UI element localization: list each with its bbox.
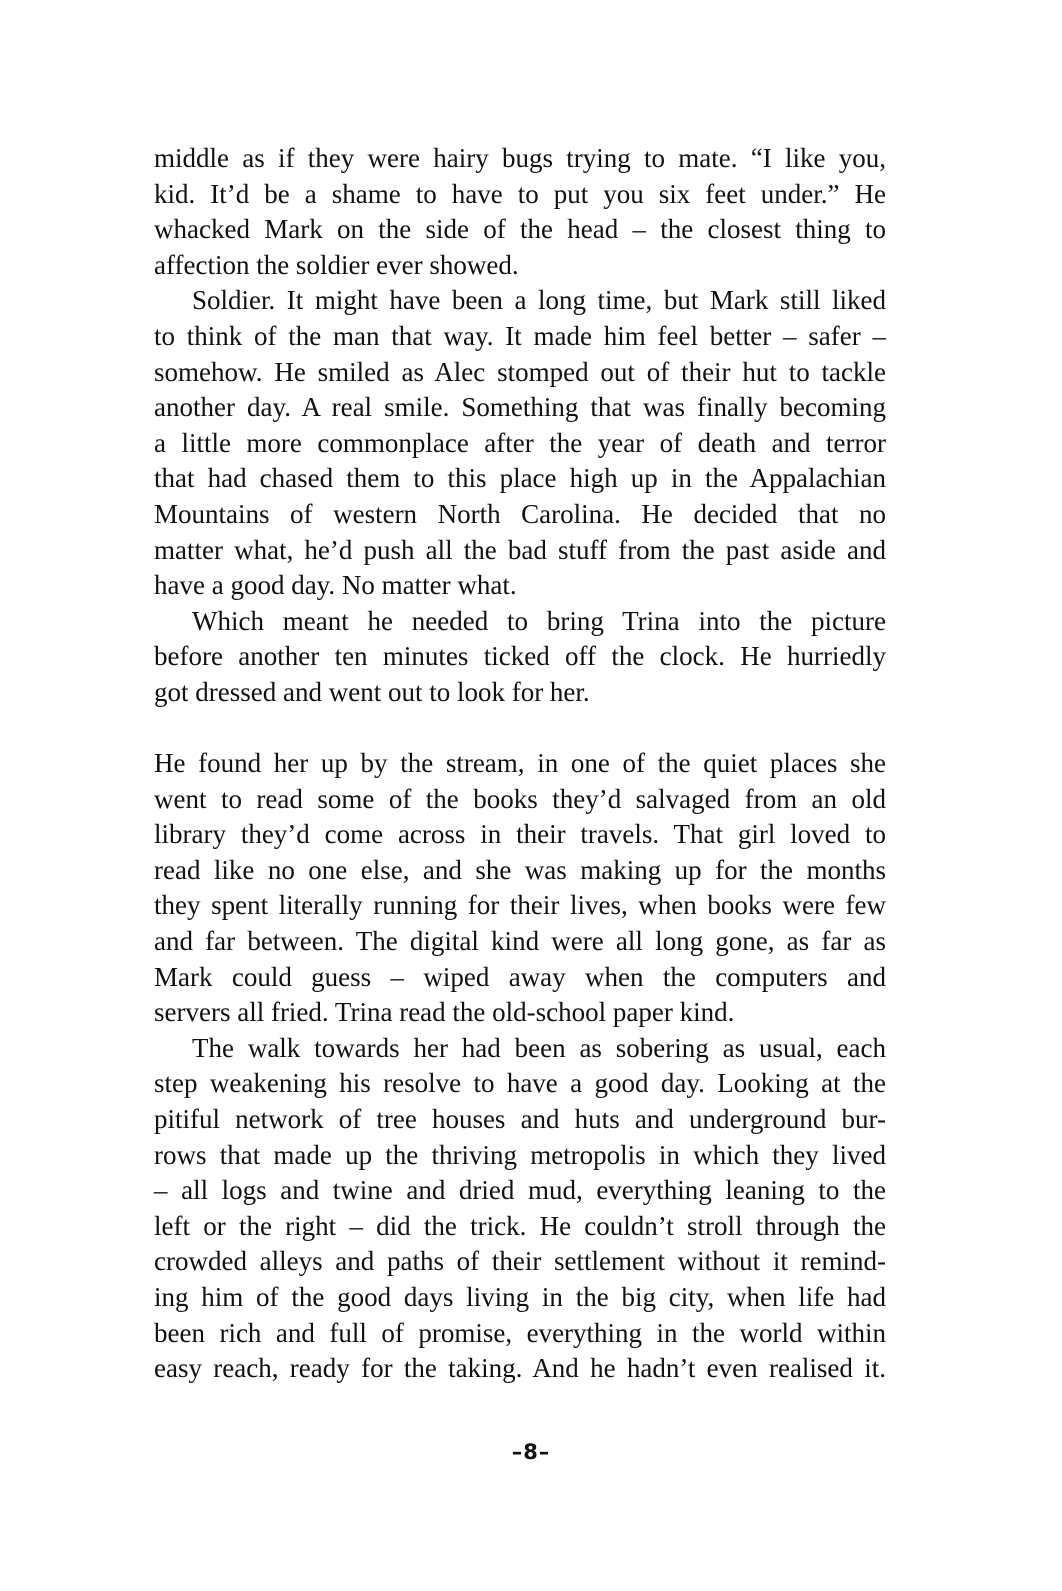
text-line: read like no one else, and she was making up for the months: [154, 854, 886, 885]
text-line: matter what, he’d push all the bad stuff from the past aside and: [154, 534, 886, 565]
section-two: [154, 746, 886, 1387]
text-line: ing him of the good days living in the big city, when life had: [154, 1281, 886, 1312]
text-line: left or the right – did the trick. He couldn’t stroll through the: [154, 1210, 886, 1241]
text-line: step weakening his resolve to have a good day. Looking at the: [154, 1068, 886, 1099]
text-line: middle as if they were hairy bugs trying to mate. “I like you,: [154, 143, 886, 173]
text-line: to think of the man that way. It made him feel better – safer –: [154, 320, 886, 351]
page-number: –8–: [511, 1440, 551, 1464]
text-line: easy reach, ready for the taking. And he hadn’t even realised it.: [154, 1353, 886, 1384]
text-line: – all logs and twine and dried mud, everything leaning to the: [154, 1175, 886, 1206]
text-line: another day. A real smile. Something that was finally becoming: [154, 392, 886, 423]
text-line: crowded alleys and paths of their settlement without it remind-: [154, 1246, 886, 1277]
text-line: Mark could guess – wiped away when the computers and: [154, 961, 886, 992]
text-line: got dressed and went out to look for her.: [154, 676, 590, 707]
text-line: before another ten minutes ticked off the clock. He hurriedly: [154, 641, 886, 672]
text-line: somehow. He smiled as Alec stomped out of their hut to tackle: [154, 356, 886, 387]
text-line: library they’d come across in their travels. That girl loved to: [154, 819, 886, 850]
text-line: been rich and full of promise, everything in the world within: [154, 1317, 886, 1348]
section-one: [154, 141, 886, 711]
paragraph-start-line: The walk towards her had been as sobering as usual, each: [192, 1032, 886, 1063]
text-line: pitiful network of tree houses and huts and underground bur-: [154, 1103, 886, 1134]
text-line: that had chased them to this place high up in the Appalachian: [154, 463, 886, 494]
paragraph-start-line: Soldier. It might have been a long time, but Mark still liked: [192, 285, 886, 316]
paragraph-start-line: Which meant he needed to bring Trina into the picture: [192, 605, 886, 636]
text-line: servers all fried. Trina read the old-school paper kind.: [154, 997, 735, 1028]
text-line: they spent literally running for their lives, when books were few: [154, 890, 886, 921]
text-line: kid. It’d be a shame to have to put you six feet under.” He: [154, 178, 886, 209]
text-line: went to read some of the books they’d salvaged from an old: [154, 783, 886, 814]
text-line: have a good day. No matter what.: [154, 570, 517, 601]
text-line: and far between. The digital kind were all long gone, as far as: [154, 925, 886, 956]
text-line: affection the soldier ever showed.: [154, 249, 519, 280]
text-line: Mountains of western North Carolina. He decided that no: [154, 498, 886, 529]
text-line: rows that made up the thriving metropolis in which they lived: [154, 1139, 886, 1170]
text-line: He found her up by the stream, in one of the quiet places she: [154, 748, 886, 778]
text-line: whacked Mark on the side of the head – the closest thing to: [154, 214, 886, 245]
text-line: a little more commonplace after the year of death and terror: [154, 427, 886, 458]
